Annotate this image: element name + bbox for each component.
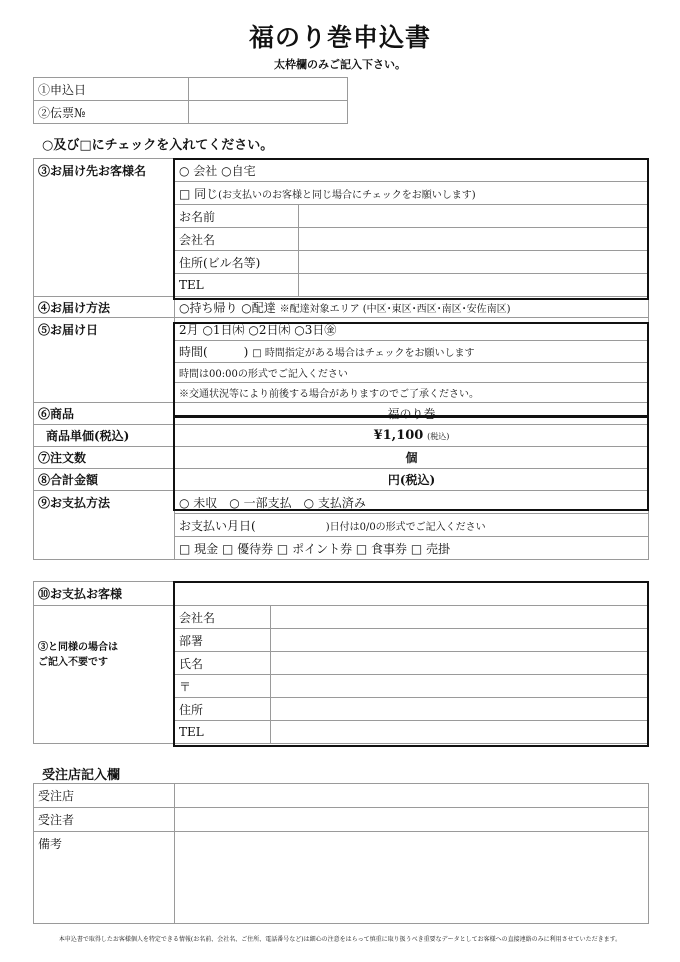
recipient-company-field[interactable] — [299, 228, 649, 251]
form-title: 福のり巻申込書 — [248, 23, 431, 52]
payment-date-field[interactable]: お支払い月日( — [179, 518, 256, 533]
traffic-note: ※交通状況等により前後する場合がありますのでご了承ください。 — [175, 383, 649, 403]
product-name: 福のり巻 — [175, 403, 649, 425]
slip-number-field[interactable] — [189, 101, 348, 124]
payer-address-field[interactable] — [271, 698, 649, 721]
staff-label: 受注者 — [34, 808, 175, 832]
delivery-date-label: ⑤お届け日 — [34, 318, 175, 403]
delivery-area-note: ※配達対象エリア (中区･東区･西区･南区･安佐南区) — [279, 303, 511, 315]
store-section-title: 受注店記入欄 — [42, 768, 121, 783]
payment-status-options[interactable]: ○ 未収 ○ 一部支払 ○ 支払済み — [175, 491, 649, 514]
delivery-time-field[interactable]: 時間( ) — [179, 345, 249, 359]
payer-dept-field[interactable] — [271, 629, 649, 652]
unit-price-label: 商品単価(税込) — [34, 425, 175, 447]
application-date-field[interactable] — [189, 78, 348, 101]
payer-name-field[interactable] — [271, 652, 649, 675]
payer-address-label: 住所 — [175, 698, 271, 721]
same-as-payer-checkbox[interactable]: □ 同じ — [179, 186, 219, 201]
recipient-address-label: 住所(ビル名等) — [175, 251, 299, 274]
total-amount-label: ⑧合計金額 — [34, 469, 175, 491]
payer-note-line2: ご記入不要です — [38, 657, 108, 668]
payer-name-label: 氏名 — [175, 652, 271, 675]
payer-tel-field[interactable] — [271, 721, 649, 744]
time-format-note: 時間は00:00の形式でご記入ください — [175, 363, 649, 383]
recipient-tel-field[interactable] — [299, 274, 649, 297]
store-label: 受注店 — [34, 784, 175, 808]
unit-price-value: ¥1,100 — [373, 428, 424, 443]
store-table — [33, 783, 649, 924]
time-specified-checkbox[interactable]: □ 時間指定がある場合はチェックをお願いします — [252, 348, 475, 359]
quantity-label: ⑦注文数 — [34, 447, 175, 469]
delivery-method-label: ④お届け方法 — [34, 297, 175, 318]
total-amount-field[interactable]: 円(税込) — [175, 469, 649, 491]
remarks-label: 備考 — [34, 832, 175, 924]
delivery-customer-label: ③お届け先お客様名 — [34, 159, 175, 297]
form-subtitle: 太枠欄のみご記入下さい。 — [274, 58, 406, 71]
payment-method-label: ⑨お支払方法 — [34, 491, 175, 560]
payer-label: ⑩お支払お客様 — [34, 582, 175, 606]
top-info-table — [33, 77, 348, 124]
recipient-address-field[interactable] — [299, 251, 649, 274]
quantity-field[interactable]: 個 — [175, 447, 649, 469]
staff-field[interactable] — [175, 808, 649, 832]
payer-table — [33, 581, 649, 744]
delivery-date-options[interactable]: 2月 ○1日㈭ ○2日㈭ ○3日㊎ — [175, 318, 649, 341]
payer-zip-label: 〒 — [175, 675, 271, 698]
privacy-footer-note: 本申込書で取得したお客様個人を特定できる情報(お名前、会社名、ご住所、電話番号など)は細心の注意をはらって慎重に取り扱うべき重要なデータとしてお客様への直接連絡のみに利用させていただきます。 — [58, 936, 622, 943]
payer-company-label: 会社名 — [175, 606, 271, 629]
recipient-tel-label: TEL — [175, 274, 299, 297]
delivery-method-options[interactable]: ○持ち帰り ○配達 — [179, 300, 276, 315]
slip-number-label: ②伝票№ — [34, 101, 189, 124]
recipient-name-field[interactable] — [299, 205, 649, 228]
payment-method-options[interactable]: □ 現金 □ 優待券 □ ポイント券 □ 食事券 □ 売掛 — [175, 537, 649, 560]
recipient-company-label: 会社名 — [175, 228, 299, 251]
payer-note-line1: ③と同様の場合は — [38, 642, 118, 653]
payment-date-note: )日付は0/0の形式でご記入ください — [325, 521, 486, 533]
product-label: ⑥商品 — [34, 403, 175, 425]
store-field[interactable] — [175, 784, 649, 808]
application-date-label: ①申込日 — [34, 78, 189, 101]
payer-dept-label: 部署 — [175, 629, 271, 652]
payer-header-blank — [175, 582, 649, 606]
payer-tel-label: TEL — [175, 721, 271, 744]
delivery-type-options[interactable]: ○ 会社 ○自宅 — [175, 159, 649, 182]
main-form-table — [33, 158, 649, 560]
same-as-payer-note: (お支払いのお客様と同じ場合にチェックをお願いします) — [218, 189, 476, 201]
payer-zip-field[interactable] — [271, 675, 649, 698]
check-instruction: ○及び□にチェックを入れてください。 — [42, 138, 274, 153]
remarks-field[interactable] — [175, 832, 649, 924]
recipient-name-label: お名前 — [175, 205, 299, 228]
unit-price-tax-note: (税込) — [427, 432, 450, 441]
payer-company-field[interactable] — [271, 606, 649, 629]
